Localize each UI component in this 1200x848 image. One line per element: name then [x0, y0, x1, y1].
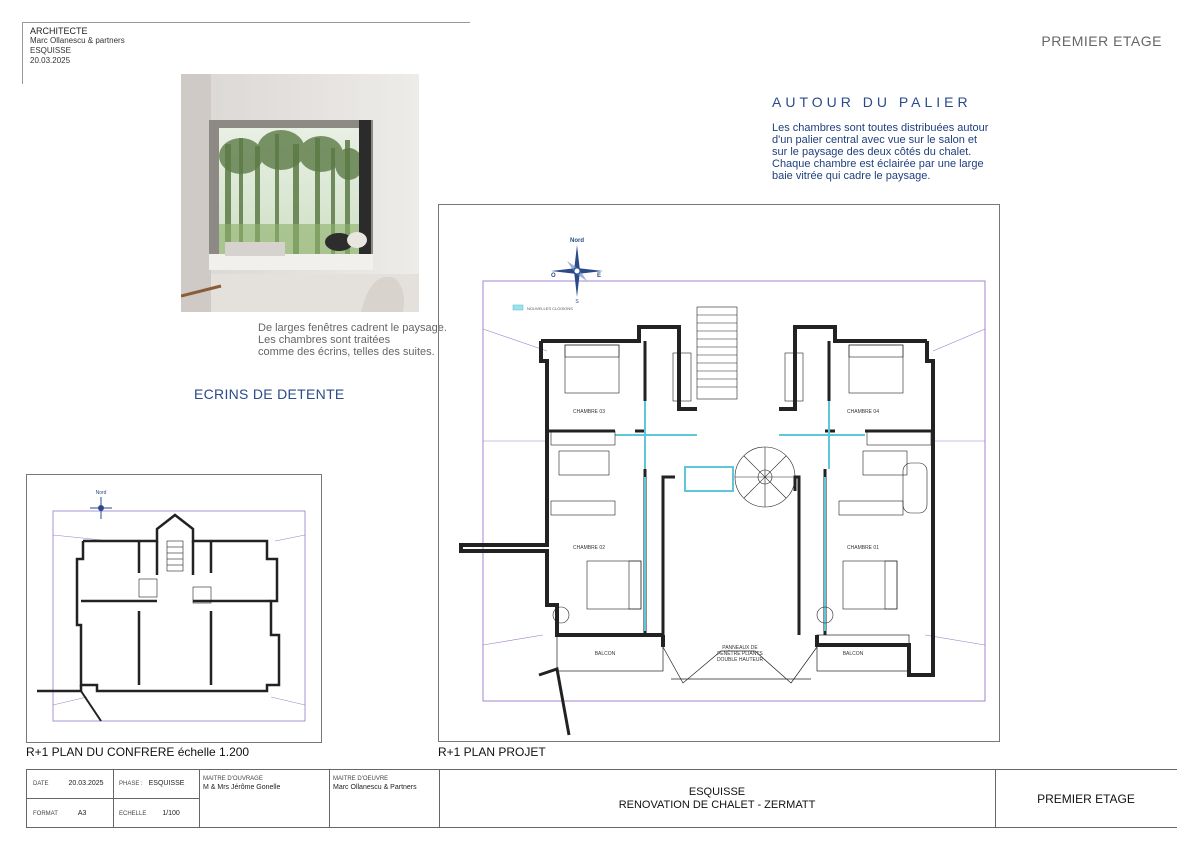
tb-echelle	[119, 810, 180, 817]
palier-title: AUTOUR DU PALIER	[772, 94, 972, 110]
project-compass-north: Nord	[570, 238, 584, 244]
project-plan-frame	[438, 204, 1000, 742]
header-role: ARCHITECTE	[30, 26, 88, 36]
palier-line-2: d'un palier central avec vue sur le salon et	[772, 134, 978, 146]
room-balcon-left: BALCON	[594, 651, 616, 657]
palier-line-3: sur le paysage des deux côtés du chalet.	[772, 146, 972, 158]
header-date: 20.03.2025	[30, 56, 71, 65]
tb-format	[33, 810, 86, 817]
project-compass-west: O	[551, 273, 556, 279]
tb-moe-label: MAITRE D'OEUVRE	[333, 776, 389, 782]
panneaux-line-2: FENÊTRE PLIANTS	[717, 651, 763, 657]
tb-moa-value: M & Mrs Jérôme Gonelle	[203, 784, 281, 791]
room-chambre-02: CHAMBRE 02	[573, 545, 605, 551]
legend-new-partitions	[513, 305, 573, 311]
tb-date	[33, 780, 104, 787]
room-balcon-right: BALCON	[842, 651, 864, 657]
existing-compass-north: Nord	[95, 490, 107, 496]
tb-moe	[333, 776, 417, 791]
header-rule-vertical	[22, 22, 23, 84]
project-plan-label: R+1 PLAN PROJET	[438, 745, 546, 759]
tb-format-label: FORMAT	[33, 811, 58, 817]
header-rule	[22, 22, 470, 23]
photo-caption	[258, 322, 447, 358]
palier-line-1: Les chambres sont toutes distribuées autour	[772, 122, 989, 134]
tb-project-line-1: ESQUISSE	[688, 786, 746, 798]
project-plan-compass	[551, 238, 603, 305]
tb-date-label: DATE	[33, 781, 49, 787]
tb-phase-value: ESQUISSE	[148, 780, 185, 787]
tb-moa-label: MAITRE D'OUVRAGE	[203, 776, 263, 782]
existing-plan-compass	[90, 490, 112, 519]
tb-moa	[203, 776, 280, 791]
panneaux-line-1: PANNEAUX DE	[722, 645, 758, 651]
tb-sheet: PREMIER ETAGE	[1037, 792, 1135, 806]
header-phase: ESQUISSE	[30, 46, 71, 55]
legend-label: NOUVELLES CLOISONS	[527, 306, 573, 311]
header-firm: Marc Ollanescu & partners	[30, 36, 125, 45]
tb-project	[439, 786, 995, 812]
tb-project-line-2: RENOVATION DE CHALET - ZERMATT	[618, 799, 816, 811]
tb-phase	[119, 780, 184, 787]
project-compass-south: S	[575, 299, 579, 305]
interior-photo	[181, 74, 419, 312]
page-title: PREMIER ETAGE	[1041, 33, 1162, 49]
title-block-divider	[329, 770, 330, 827]
tb-echelle-label: ECHELLE	[119, 811, 147, 817]
title-block	[26, 769, 1177, 828]
title-block-divider	[199, 770, 200, 827]
caption-line-3: comme des écrins, telles des suites.	[258, 346, 435, 358]
room-chambre-01: CHAMBRE 01	[847, 545, 879, 551]
existing-plan-frame	[26, 474, 322, 743]
room-chambre-04: CHAMBRE 04	[847, 409, 879, 415]
room-chambre-03: CHAMBRE 03	[573, 409, 605, 415]
palier-line-5: baie vitrée qui cadre le paysage.	[772, 170, 931, 182]
tb-format-value: A3	[77, 810, 87, 817]
existing-plan-label: R+1 PLAN DU CONFRERE échelle 1.200	[26, 745, 250, 759]
caption-line-1: De larges fenêtres cadrent le paysage.	[258, 322, 447, 334]
ecrins-title: ECRINS DE DETENTE	[194, 386, 345, 402]
existing-plan-drawing	[27, 475, 321, 742]
tb-moe-value: Marc Ollanescu & Partners	[333, 784, 417, 791]
tb-echelle-value: 1/100	[162, 810, 180, 817]
palier-description	[772, 122, 1012, 182]
project-plan-drawing	[439, 205, 999, 741]
project-compass-east: E	[597, 273, 602, 279]
palier-line-4: Chaque chambre est éclairée par une large	[772, 158, 984, 170]
tb-date-value: 20.03.2025	[68, 780, 104, 787]
panneaux-line-3: DOUBLE HAUTEUR	[716, 657, 764, 663]
caption-line-2: Les chambres sont traitées	[258, 334, 391, 346]
tb-phase-label: PHASE :	[119, 781, 143, 787]
title-block-divider	[113, 770, 114, 827]
header-info	[30, 26, 125, 66]
